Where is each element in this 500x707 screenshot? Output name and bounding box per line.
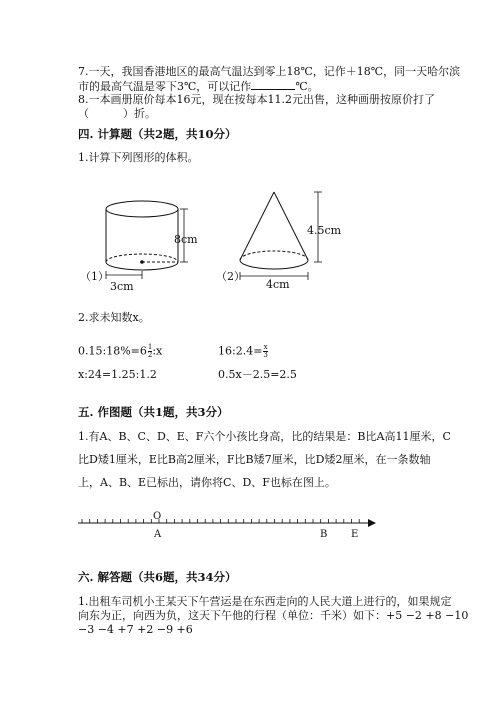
equation-2 (218, 344, 268, 359)
fraction-numerator: x (263, 343, 268, 351)
section4-title: 四. 计算题（共2题，共10分） (78, 127, 237, 141)
fraction-denominator: 2 (147, 351, 153, 359)
section4-q1: 1.计算下列图形的体积。 (78, 151, 199, 164)
axis-origin-label: O (153, 511, 162, 522)
section5-line2: 比D矮1厘米，E比B高2厘米，F比B矮7厘米，比D矮2厘米，在一条数轴 (78, 453, 431, 466)
equation-4: 0.5x－2.5=2.5 (218, 368, 297, 381)
equation-2-left: 16:2.4= (218, 344, 263, 358)
cone-diameter-label: 4cm (266, 278, 290, 291)
point-a-label: A (154, 529, 162, 540)
number-line (78, 519, 376, 527)
q7-line1: 7.一天，我国香港地区的最高气温达到零上18℃，记作＋18℃，同一天哈尔滨 (78, 65, 461, 78)
section6-line2: 向东为正，向西为负，这天下午他的行程（单位：千米）如下：+5 −2 +8 −10 (78, 609, 469, 622)
point-b-label: B (320, 529, 328, 540)
fraction-x-over-3 (263, 344, 267, 359)
section5-line1: 1.有A、B、C、D、E、F六个小孩比身高，比的结果是：B比A高11厘米，C (78, 430, 451, 443)
cone-height-label: 4.5cm (307, 224, 342, 237)
q8-line1: 8.一本画册原价每本16元，现在按每本11.2元出售，这种画册按原价打了 (78, 93, 435, 106)
section6-line3: −3 −4 +7 +2 −9 +6 (78, 623, 193, 636)
fig1-label: （1） (80, 270, 109, 283)
q8-line2-end: ）折。 (123, 107, 156, 120)
point-e-label: E (351, 529, 359, 540)
section6-title: 六. 解答题（共6题，共34分） (78, 570, 237, 584)
equation-1-left: 0.15:18%=6 (78, 344, 147, 358)
fraction-denominator: 3 (263, 351, 268, 359)
section5-line3: 上，A、B、E已标出，请你将C、D、F也标在图上。 (78, 476, 336, 489)
q7-line2-text: 市的最高气温是零下3℃，可以记作 (78, 80, 252, 93)
cylinder-radius-label: 3cm (110, 280, 134, 293)
fraction-numerator: 1 (147, 343, 153, 351)
section5-title: 五. 作图题（共1题，共3分） (78, 405, 229, 419)
equation-1 (78, 344, 162, 359)
q8-open-paren: （ (78, 107, 89, 120)
equation-3: x:24=1.25:1.2 (78, 368, 157, 381)
section4-q2: 2.求未知数x。 (78, 311, 150, 324)
cylinder-height-label: 8cm (174, 233, 198, 246)
q7-line2-end: ℃。 (295, 80, 319, 93)
equation-1-right: :x (152, 344, 163, 358)
fig2-label: （2） (216, 270, 245, 283)
section6-line1: 1.出租车司机小王某天下午营运是在东西走向的人民大道上进行的，如果规定 (78, 595, 452, 608)
